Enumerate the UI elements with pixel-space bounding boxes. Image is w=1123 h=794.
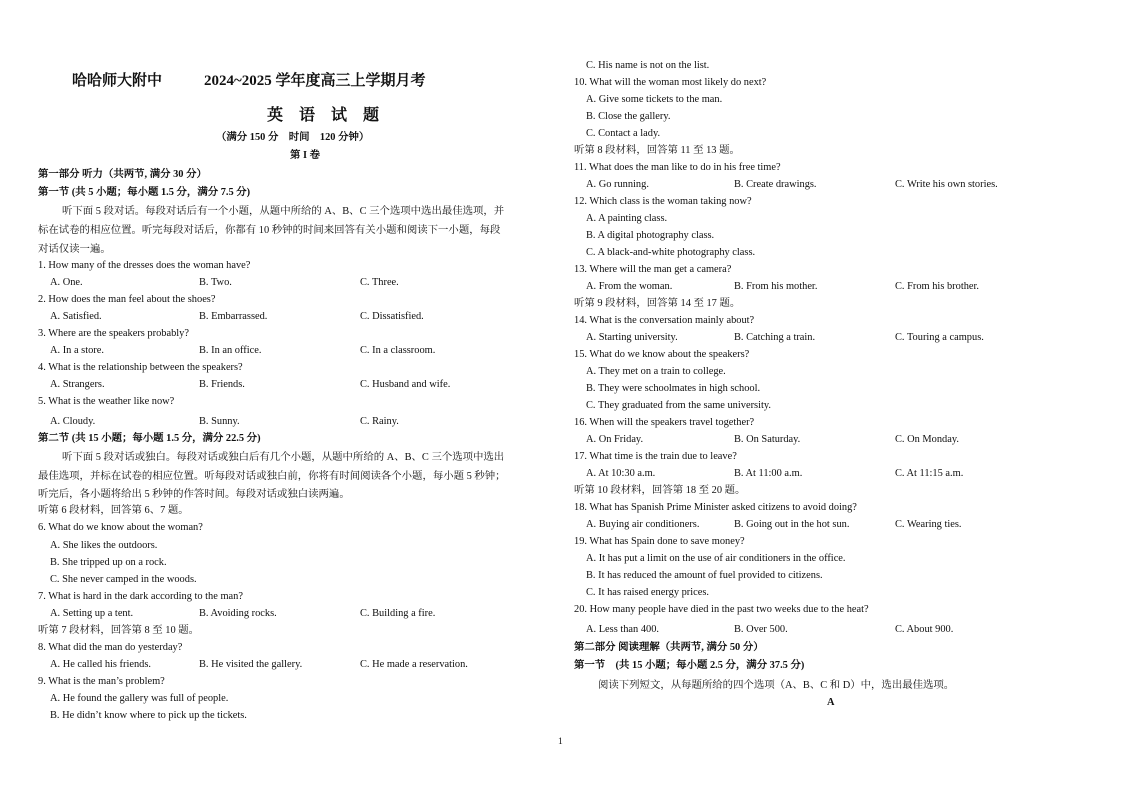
sec1-heading: 第一节 (共 5 小题；每小题 1.5 分，满分 7.5 分) (38, 187, 251, 198)
question-6: 6. What do we know about the woman? (38, 522, 203, 533)
q13-option-a: A. From the woman. (586, 281, 673, 292)
q14-option-a: A. Starting university. (586, 332, 678, 343)
q10-option-c: C. Contact a lady. (586, 128, 661, 139)
question-15: 15. What do we know about the speakers? (574, 349, 750, 360)
question-1: 1. How many of the dresses does the woman have? (38, 260, 251, 271)
part2-instruction: 阅读下列短文，从每题所给的四个选项（A、B、C 和 D）中，选出最佳选项。 (598, 680, 955, 691)
q13-option-b: B. From his mother. (734, 281, 818, 292)
q18-option-c: C. Wearing ties. (895, 519, 962, 530)
q15-option-a: A. They met on a train to college. (586, 366, 726, 377)
sec1-instruction-1: 听下面 5 段对话。每段对话后有一个小题，从题中所给的 A、B、C 三个选项中选出最佳选项，并 (62, 206, 505, 217)
q20-option-b: B. Over 500. (734, 624, 788, 635)
question-9: 9. What is the man’s problem? (38, 676, 165, 687)
question-16: 16. When will the speakers travel together? (574, 417, 755, 428)
question-4: 4. What is the relationship between the speakers? (38, 362, 243, 373)
q3-option-b: B. In an office. (199, 345, 262, 356)
q15-option-b: B. They were schoolmates in high school. (586, 383, 761, 394)
q9-option-b: B. He didn’t know where to pick up the tickets. (50, 710, 247, 721)
q11-option-b: B. Create drawings. (734, 179, 817, 190)
q1-option-b: B. Two. (199, 277, 232, 288)
q14-option-b: B. Catching a train. (734, 332, 816, 343)
q8-option-b: B. He visited the gallery. (199, 659, 303, 670)
sec2-heading: 第二节 (共 15 小题；每小题 1.5 分，满分 22.5 分) (38, 433, 261, 444)
sec2-instruction-2: 最佳选项，并标在试卷的相应位置。听每段对话或独白前，你将有时间阅读各个小题，每小题 5 秒钟； (38, 471, 506, 482)
q16-option-c: C. On Monday. (895, 434, 959, 445)
q8-option-a: A. He called his friends. (50, 659, 151, 670)
volume-label: 第 I 卷 (290, 150, 321, 161)
q11-option-c: C. Write his own stories. (895, 179, 998, 190)
q4-option-a: A. Strangers. (50, 379, 105, 390)
question-2: 2. How does the man feel about the shoes? (38, 294, 216, 305)
question-8: 8. What did the man do yesterday? (38, 642, 183, 653)
question-5: 5. What is the weather like now? (38, 396, 175, 407)
passage-label: A (827, 697, 835, 708)
q2-option-c: C. Dissatisfied. (360, 311, 424, 322)
q10-option-a: A. Give some tickets to the man. (586, 94, 723, 105)
q12-option-a: A. A painting class. (586, 213, 668, 224)
question-19: 19. What has Spain done to save money? (574, 536, 745, 547)
q10-option-b: B. Close the gallery. (586, 111, 671, 122)
q2-option-b: B. Embarrassed. (199, 311, 268, 322)
part1-heading: 第一部分 听力（共两节, 满分 30 分） (38, 169, 207, 180)
sec2-instruction-1: 听下面 5 段对话或独白。每段对话或独白后有几个小题，从题中所给的 A、B、C 三个选项中选出 (62, 452, 505, 463)
q13-option-c: C. From his brother. (895, 281, 979, 292)
q7-option-c: C. Building a fire. (360, 608, 436, 619)
sec2-instruction-3: 听完后，各小题将给出 5 秒钟的作答时间。每段对话或独白读两遍。 (38, 489, 350, 500)
q5-option-a: A. Cloudy. (50, 416, 96, 427)
q9-option-c: C. His name is not on the list. (586, 60, 710, 71)
part2-heading: 第二部分 阅读理解（共两节, 满分 50 分） (574, 642, 764, 653)
q12-option-b: B. A digital photography class. (586, 230, 715, 241)
question-12: 12. Which class is the woman taking now? (574, 196, 752, 207)
q20-option-a: A. Less than 400. (586, 624, 660, 635)
material-9: 听第 9 段材料，回答第 14 至 17 题。 (574, 298, 741, 309)
question-3: 3. Where are the speakers probably? (38, 328, 189, 339)
question-18: 18. What has Spanish Prime Minister asked citizens to avoid doing? (574, 502, 857, 513)
q7-option-a: A. Setting up a tent. (50, 608, 134, 619)
q6-option-b: B. She tripped up on a rock. (50, 557, 167, 568)
question-13: 13. Where will the man get a camera? (574, 264, 732, 275)
q15-option-c: C. They graduated from the same university. (586, 400, 771, 411)
q6-option-a: A. She likes the outdoors. (50, 540, 158, 551)
q18-option-b: B. Going out in the hot sun. (734, 519, 850, 530)
q9-option-a: A. He found the gallery was full of people. (50, 693, 229, 704)
term-title: 2024~2025 学年度高三上学期月考 (204, 73, 426, 89)
school-name: 哈哈师大附中 (72, 73, 163, 89)
question-10: 10. What will the woman most likely do next? (574, 77, 767, 88)
q19-option-a: A. It has put a limit on the use of air conditioners in the office. (586, 553, 846, 564)
q17-option-b: B. At 11:00 a.m. (734, 468, 803, 479)
q17-option-c: C. At 11:15 a.m. (895, 468, 964, 479)
q14-option-c: C. Touring a campus. (895, 332, 984, 343)
material-6: 听第 6 段材料，回答第 6、7 题。 (38, 505, 189, 516)
q4-option-c: C. Husband and wife. (360, 379, 451, 390)
q11-option-a: A. Go running. (586, 179, 649, 190)
part2-sec1-heading: 第一节 (共 15 小题；每小题 2.5 分，满分 37.5 分) (574, 660, 805, 671)
question-14: 14. What is the conversation mainly about? (574, 315, 755, 326)
question-17: 17. What time is the train due to leave? (574, 451, 737, 462)
sec1-instruction-2: 标在试卷的相应位置。听完每段对话后，你都有 10 秒钟的时间来回答有关小题和阅读下一小题，每段 (38, 225, 501, 236)
q6-option-c: C. She never camped in the woods. (50, 574, 197, 585)
q17-option-a: A. At 10:30 a.m. (586, 468, 656, 479)
q18-option-a: A. Buying air conditioners. (586, 519, 700, 530)
question-20: 20. How many people have died in the past two weeks due to the heat? (574, 604, 869, 615)
q12-option-c: C. A black-and-white photography class. (586, 247, 756, 258)
q5-option-b: B. Sunny. (199, 416, 240, 427)
q16-option-b: B. On Saturday. (734, 434, 801, 445)
q3-option-c: C. In a classroom. (360, 345, 436, 356)
material-10: 听第 10 段材料，回答第 18 至 20 题。 (574, 485, 746, 496)
q8-option-c: C. He made a reservation. (360, 659, 468, 670)
q20-option-c: C. About 900. (895, 624, 954, 635)
q19-option-b: B. It has reduced the amount of fuel provided to citizens. (586, 570, 823, 581)
q5-option-c: C. Rainy. (360, 416, 399, 427)
q19-option-c: C. It has raised energy prices. (586, 587, 710, 598)
q1-option-a: A. One. (50, 277, 83, 288)
q7-option-b: B. Avoiding rocks. (199, 608, 277, 619)
question-11: 11. What does the man like to do in his free time? (574, 162, 781, 173)
material-7: 听第 7 段材料，回答第 8 至 10 题。 (38, 625, 200, 636)
question-7: 7. What is hard in the dark according to the man? (38, 591, 243, 602)
material-8: 听第 8 段材料，回答第 11 至 13 题。 (574, 145, 740, 156)
subject-title: 英 语 试 题 (267, 107, 386, 124)
q16-option-a: A. On Friday. (586, 434, 644, 445)
q3-option-a: A. In a store. (50, 345, 104, 356)
q1-option-c: C. Three. (360, 277, 399, 288)
sec1-instruction-3: 对话仅读一遍。 (38, 244, 111, 255)
score-time: （满分 150 分 时间 120 分钟） (216, 132, 370, 143)
q4-option-b: B. Friends. (199, 379, 245, 390)
q2-option-a: A. Satisfied. (50, 311, 102, 322)
page-number: 1 (558, 737, 563, 747)
